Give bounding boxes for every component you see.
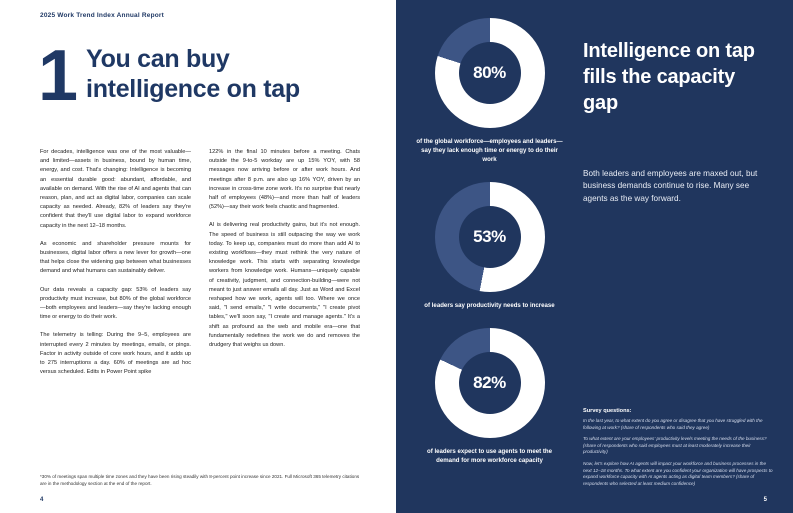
survey-item: In the last year, to what extent do you agree or disagree that you have struggled with the following at work? (share of respondents who said they agree) (583, 418, 763, 430)
donut-center (459, 206, 521, 268)
paragraph: For decades, intelligence was one of the most valuable—and limited—assets in business, bound by human time, energy, and cost. That's changing: Intelligence is becoming an essential durable good: abundant, affordable, and available on demand. With the rise of AI and agents that can reason, plan, and act as digital labor, companies can scale capacity as needed. Already, 82% of leaders say they're confident that they'll use digital labor to expand workforce capacity in the next 12–18 months. (40, 149, 191, 229)
paragraph: As economic and shareholder pressure mounts for businesses, digital labor offers a new lever for growth—one that helps close the widening gap between what businesses demand and what humans can sustainably deliver. (40, 240, 191, 275)
left-page (0, 0, 396, 513)
donut-caption: of leaders say productivity needs to increase (424, 302, 555, 309)
donut-center (459, 352, 521, 414)
body-columns (40, 148, 360, 386)
donut-chart (435, 328, 545, 438)
donut-caption: of the global workforce—employees and leaders—say they lack enough time or energy to do their work (416, 138, 563, 163)
paragraph: AI is delivering real productivity gains, but it's not enough. The speed of business is still outpacing the way we work today. To keep up, companies must do more than add AI to existing workflows—they must rethink the very nature of knowledge work. This starts with separating knowledge workers from knowledge work. Humans—uniquely capable of creativity, judgment, and connection-building—were not meant to just answer emails all day. Just as Word and Excel reshaped how we work, agents will too. Where we once said, "I send emails," "I write documents," "I create pivot tables," we'll soon say, "I create and manage agents." It's a shift as profound as the web and mobile era—one that fundamentally redefines the work we do and removes the drudgery that weighs us down. (209, 222, 360, 349)
column-two (209, 148, 360, 386)
donut-center (459, 42, 521, 104)
donut-percent: 53% (473, 227, 506, 246)
section-number: 1 (38, 36, 79, 116)
donut-block (402, 328, 577, 465)
donut-block (402, 18, 577, 164)
survey-item: Now, let's explore how AI agents will impact your workforce and business processes in the next 12–18 months. To what extent are you confident your organization will have prospects to expand workforce capacity with AI agents acting as digital team members? (share of respondents who selected at least medium confidence) (583, 460, 773, 486)
survey-questions (583, 408, 773, 492)
column-one (40, 148, 191, 386)
running-head: 2025 Work Trend Index Annual Report (40, 12, 165, 19)
survey-item: To what extent are your employees' productivity levels meeting the needs of the business? (share of respondents who said employees must at least moderately increase their productivity) (583, 436, 767, 455)
paragraph: 122% in the final 10 minutes before a meeting. Chats outside the 9-to-5 workday are up 15% YOY, with 58 messages now arriving before or after work hours. And meetings after 8 p.m. are also up 16% YOY, driven by an increase in cross-time zone work. It's no surprise that nearly half of employees (48%)—and more than half of leaders (52%)—say their work feels chaotic and fragmented. (209, 149, 360, 211)
survey-heading: Survey questions: (583, 408, 632, 414)
page-number-left: 4 (40, 497, 44, 503)
donut-chart (435, 18, 545, 128)
footnote: *30% of meetings span multiple time zones and they have been rising steadily with 8-percent point increase since 2021. Full Microsoft 365 telemetry citations are in the methodology section at the end of the report. (40, 474, 360, 486)
donut-block (402, 182, 577, 310)
right-page-title: Intelligence on tap fills the capacity gap (583, 40, 755, 114)
right-page (396, 0, 793, 513)
donut-chart (435, 182, 545, 292)
page-number-right: 5 (763, 497, 767, 503)
headline-block (38, 36, 368, 116)
donut-percent: 80% (473, 63, 506, 82)
paragraph: The telemetry is telling: During the 9–5, employees are interrupted every 2 minutes by meetings, emails, or pings. Factor in activity outside of core work hours, and it adds up to 275 interruptions a day. 60% of meetings are ad hoc versus scheduled. Edits in Power Point spike (40, 332, 191, 376)
donut-caption: of leaders expect to use agents to meet the demand for more workforce capacity (427, 448, 552, 464)
right-page-subtitle: Both leaders and employees are maxed out, but business demands continue to rise. Many see agents as the way forward. (583, 169, 758, 203)
donut-percent: 82% (473, 373, 506, 392)
paragraph: Our data reveals a capacity gap: 53% of leaders say productivity must increase, but 80% of the global workforce—both employees and leaders—say they're lacking enough time or energy to do their work. (40, 286, 191, 321)
donut-chart-group (402, 18, 577, 483)
page-title: You can buy intelligence on tap (86, 45, 300, 103)
